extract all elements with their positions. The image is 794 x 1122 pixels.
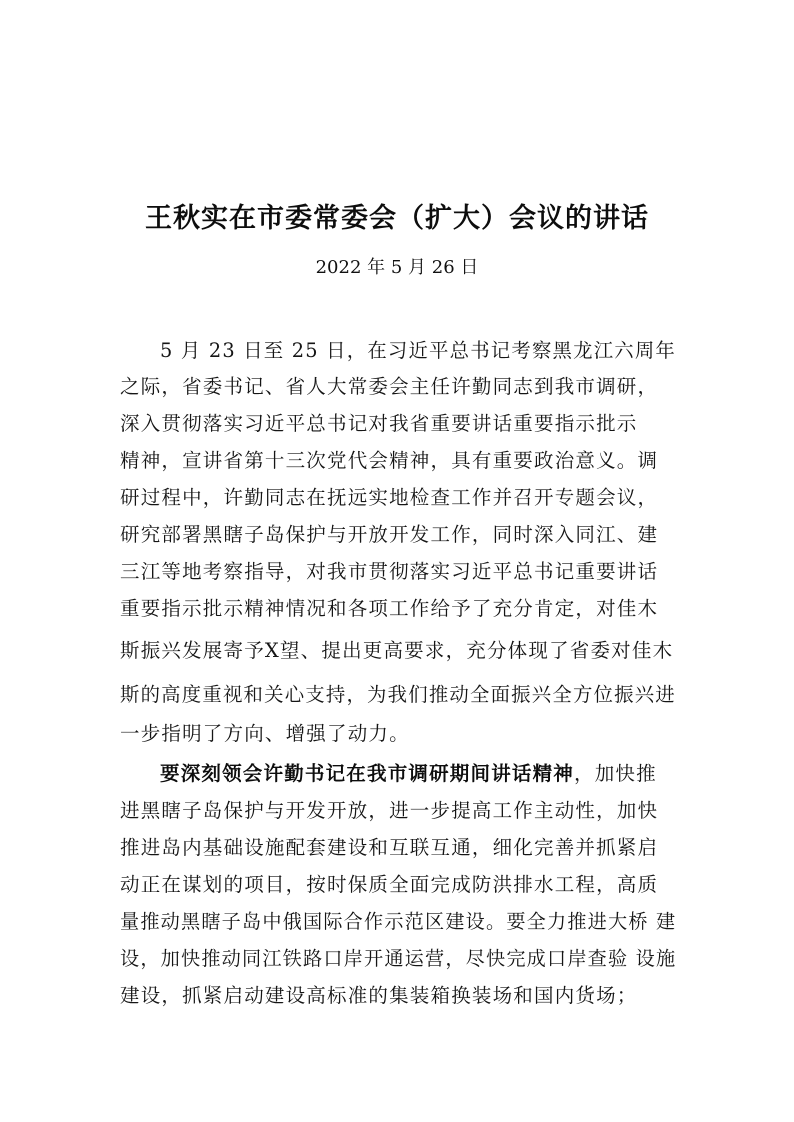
- document-title: 王秋实在市委常委会（扩大）会议的讲话: [145, 203, 649, 234]
- paragraph-line: 之际，省委书记、省人大常委会主任许勤同志到我市调研，: [120, 375, 659, 398]
- paragraph-line: 研究部署黑瞎子岛保护与开放开发工作，同时深入同江、建: [120, 523, 659, 546]
- paragraph-line: 重要指示批示精神情况和各项工作给予了充分肯定，对佳木: [120, 597, 659, 620]
- paragraph-line: 设，加快推动同江铁路口岸开通运营，尽快完成口岸查验 设施: [120, 947, 677, 970]
- paragraph-line: 推进岛内基础设施配套建设和互联互通，细化完善并抓紧启: [120, 836, 659, 859]
- paragraph-line: 5 月 23 日至 25 日，在习近平总书记考察黑龙江六周年: [160, 339, 677, 362]
- paragraph-line: 三江等地考察指导，对我市贯彻落实习近平总书记重要讲话: [120, 560, 659, 583]
- document-date: 2022 年 5 月 26 日: [315, 257, 479, 278]
- paragraph-line: 斯的高度重视和关心支持，为我们推动全面振兴全方位振兴进: [120, 683, 676, 706]
- paragraph-line: 建设，抓紧启动建设高标准的集装箱换装场和国内货场；: [120, 984, 638, 1007]
- paragraph-line: 进黑瞎子岛保护与开发开放，进一步提高工作主动性，加快: [120, 799, 659, 822]
- paragraph-lead-line: [160, 762, 657, 786]
- lead-rest-text: ，加快推: [574, 762, 657, 785]
- paragraph-line: 精神，宣讲省第十三次党代会精神，具有重要政治意义。调: [120, 449, 659, 472]
- paragraph-line: 量推动黑瞎子岛中俄国际合作示范区建设。要全力推进大桥 建: [120, 910, 677, 933]
- paragraph-line: 动正在谋划的项目，按时保质全面完成防洪排水工程，高质: [120, 873, 659, 896]
- paragraph-line: 研过程中，许勤同志在抚远实地检查工作并召开专题会议，: [120, 486, 659, 509]
- paragraph-line: 深入贯彻落实习近平总书记对我省重要讲话重要指示批示: [120, 412, 638, 435]
- paragraph-line: 一步指明了方向、增强了动力。: [120, 722, 410, 745]
- bold-lead-text: 要深刻领会许勤书记在我市调研期间讲话精神: [160, 762, 575, 785]
- paragraph-line: 斯振兴发展寄予X望、提出更高要求，充分体现了省委对佳木: [120, 639, 674, 662]
